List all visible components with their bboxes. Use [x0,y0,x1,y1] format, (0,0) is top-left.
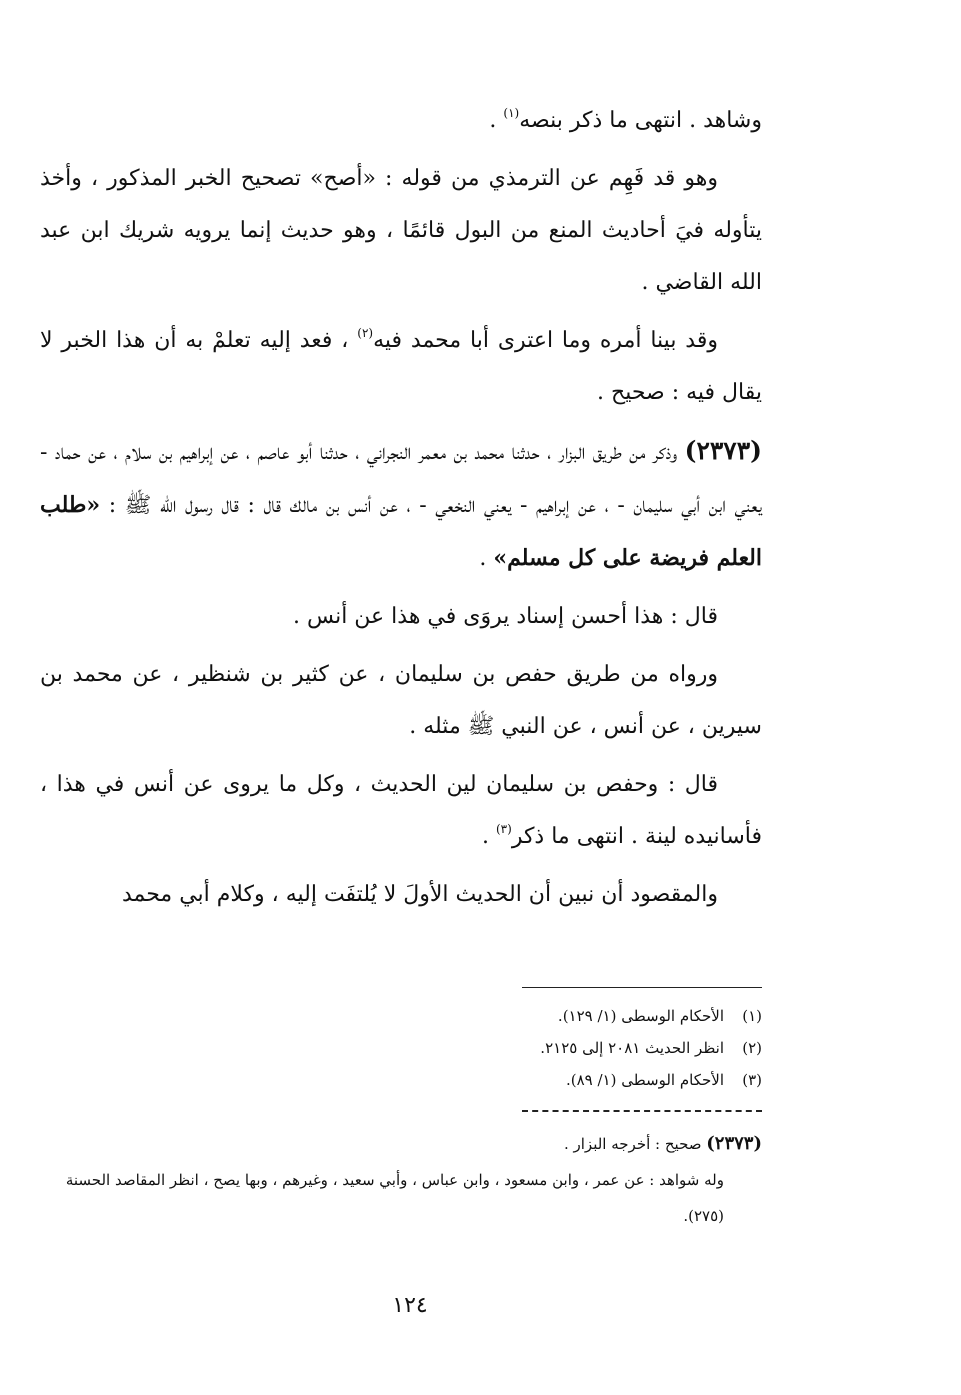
footnote-3: (٣) الأحكام الوسطى (١/ ٨٩). [565,1071,762,1089]
takhrij-separator [522,1110,762,1112]
footnote-1: (١) الأحكام الوسطى (١/ ١٢٩). [557,1007,762,1025]
takhrij-line-2: وله شواهد : عن عمر ، وابن مسعود ، وابن عباس ، وأبي سعيد ، وغيرهم ، وبها يصح ، انظر المقاصد الحسنة (٢٧٥). [65,1171,724,1225]
footnote-separator [522,987,762,988]
footnote-ref-2: (٢) [357,326,374,340]
takhrij-line-1: (٢٣٧٣) صحيح : أخرجه البزار . [563,1133,762,1154]
hadith-number: (٢٣٧٣) [684,436,762,465]
hadith-matn: «طلب العلم فريضة على كل مسلم» [40,492,762,571]
footnote-ref-3: (٣) [495,822,512,836]
paragraph-7: قال : وحفص بن سليمان لين الحديث ، وكل ما يروى عن أنس في هذا ، فأسانيده لينة . انتهى ما ذكر$^{(٣)}$ . [40,772,762,849]
takhrij-notes [40,1126,762,1234]
footnote-ref-1: (١) [503,106,520,120]
paragraph-5: قال : هذا أحسن إسناد يروَى في هذا عن أنس . [293,604,718,629]
main-text [40,95,762,927]
paragraph-6: ورواه من طريق حفص بن سليمان ، عن كثير بن شنظير ، عن محمد بن سيرين ، عن أنس ، عن النبي ﷺ مثله . [40,662,762,739]
hadith-2373: (٢٣٧٣) وذكر من طريق البزار ، حدثنا محمد بن معمر النجراني ، حدثنا أبو عاصم ، عن إبراهيم بن سلام ، عن حماد - يعني ابن أبي سليمان - ، عن إبراهيم - يعني النخعي - ، عن أنس بن مالك قال : قال رسول الله ﷺ : «طلب العلم فريضة على كل مسلم» . [40,436,762,571]
paragraph-8: والمقصود أن نبين أن الحديث الأولَ لا يُلتفَت إليه ، وكلام أبي محمد [121,882,718,907]
footnote-2: (٢) انظر الحديث ٢٠٨١ إلى ٢١٢٥. [540,1039,762,1057]
footnotes [40,1000,762,1096]
page-number: ١٢٤ [392,1293,428,1318]
paragraph-1: وشاهد . انتهى ما ذكر بنصه$^{(١)}$ . [489,106,762,133]
paragraph-2: وهو قد فَهِم عن الترمذي من قوله : «أصح» تصحيح الخبر المذكور ، وأخذ يتأوله فيَ أحاديث المنع من البول قائمًا ، وهو حديث إنما يرويه شريك ابن عبد الله القاضي . [40,166,762,295]
paragraph-3: وقد بينا أمره وما اعترى أبا محمد فيه$^{(٢)}$ ، فعد إليه تعلمْ به أن هذا الخبر لا يقال فيه : صحيح . [40,326,762,405]
